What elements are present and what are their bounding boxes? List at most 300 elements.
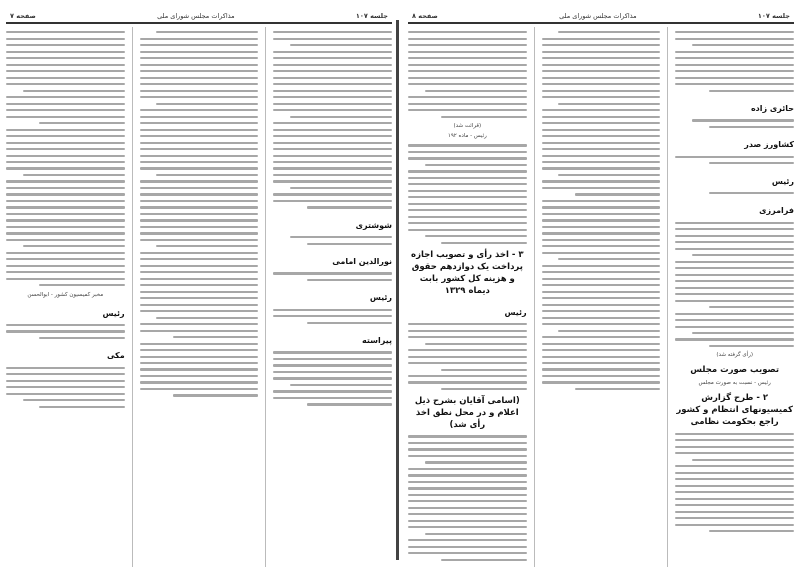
text-line — [542, 349, 661, 351]
text-line — [273, 358, 392, 360]
text-line — [140, 96, 259, 98]
text-line — [307, 403, 392, 405]
text-line — [6, 393, 125, 395]
text-line — [408, 330, 527, 332]
text-line — [6, 265, 125, 267]
text-line — [542, 271, 661, 273]
text-line — [156, 31, 258, 33]
text-line — [675, 478, 794, 480]
text-line — [542, 116, 661, 118]
paragraph — [6, 343, 125, 407]
text-line — [542, 167, 661, 169]
column-divider — [265, 27, 266, 567]
text-line — [675, 338, 794, 340]
text-line — [675, 293, 794, 295]
paragraph — [542, 31, 661, 195]
text-line — [6, 232, 125, 234]
text-line — [408, 196, 527, 198]
text-line — [675, 222, 794, 224]
text-line — [273, 200, 392, 202]
text-line — [408, 70, 527, 72]
text-line — [675, 38, 794, 40]
text-line — [709, 306, 794, 308]
text-line — [6, 258, 125, 260]
paragraph — [675, 169, 794, 194]
text-line — [273, 377, 392, 379]
text-line — [290, 384, 392, 386]
text-line — [290, 236, 392, 238]
right-columns — [408, 27, 794, 567]
paragraph — [408, 122, 527, 130]
text-line — [307, 243, 392, 245]
text-line — [140, 64, 259, 66]
column-divider — [132, 27, 133, 567]
left-page-number: صفحه ۷ — [10, 12, 36, 20]
text-line — [6, 386, 125, 388]
text-line — [542, 232, 661, 234]
text-line — [675, 313, 794, 315]
text-line — [408, 356, 527, 358]
text-line — [675, 524, 794, 526]
text-line — [273, 96, 392, 98]
text-line — [709, 530, 794, 532]
text-line — [273, 70, 392, 72]
text-column — [273, 27, 392, 567]
text-line — [542, 83, 661, 85]
text-line — [273, 122, 392, 124]
text-line — [441, 369, 526, 371]
text-line — [542, 375, 661, 377]
section-heading: تصویب صورت مجلس — [690, 365, 780, 376]
text-column — [6, 27, 125, 567]
text-line — [6, 129, 125, 131]
text-line — [408, 151, 527, 153]
paragraph — [408, 375, 527, 390]
text-line — [408, 183, 527, 185]
paragraph — [675, 96, 794, 128]
text-line — [542, 180, 661, 182]
text-line — [6, 77, 125, 79]
column-divider — [667, 27, 668, 567]
text-line — [140, 362, 259, 364]
text-line — [542, 284, 661, 286]
text-line — [408, 170, 527, 172]
text-line — [6, 324, 125, 326]
text-line — [140, 129, 259, 131]
text-line — [140, 271, 259, 273]
text-line — [675, 511, 794, 513]
text-line — [273, 397, 392, 399]
text-line — [542, 129, 661, 131]
text-line — [6, 96, 125, 98]
text-line — [558, 31, 660, 33]
text-line — [408, 481, 527, 483]
text-line — [140, 38, 259, 40]
text-line — [408, 455, 527, 457]
text-line — [408, 190, 527, 192]
paragraph — [675, 313, 794, 348]
text-line — [6, 200, 125, 202]
text-line — [140, 252, 259, 254]
text-line — [140, 291, 259, 293]
text-line — [273, 90, 392, 92]
text-line — [273, 109, 392, 111]
text-line — [542, 109, 661, 111]
text-line — [273, 51, 392, 53]
text-line — [558, 330, 660, 332]
right-running-header — [408, 6, 794, 20]
text-line — [558, 258, 660, 260]
paragraph — [273, 285, 392, 323]
text-line — [425, 533, 527, 535]
text-line — [140, 155, 259, 157]
text-line — [140, 77, 259, 79]
left-running-header — [6, 6, 392, 20]
text-line — [709, 90, 794, 92]
note-text: (قرائت شد) — [453, 123, 482, 130]
text-line — [542, 226, 661, 228]
text-line — [290, 116, 392, 118]
text-line — [273, 135, 392, 137]
text-line — [6, 31, 125, 33]
left-columns — [6, 27, 392, 567]
text-line — [408, 64, 527, 66]
text-line — [441, 242, 526, 244]
text-line — [273, 193, 392, 195]
text-line — [542, 64, 661, 66]
text-line — [156, 103, 258, 105]
text-line — [6, 57, 125, 59]
text-line — [408, 552, 527, 554]
text-line — [408, 177, 527, 179]
paragraph — [408, 249, 527, 297]
text-line — [307, 322, 392, 324]
text-line — [6, 330, 125, 332]
speaker-name: رئیس — [771, 176, 794, 186]
text-line — [675, 241, 794, 243]
text-line — [408, 513, 527, 515]
text-line — [273, 390, 392, 392]
text-line — [173, 394, 258, 396]
column-divider — [534, 27, 535, 567]
section-heading: ۳ - اخذ رأی و تصویب اجازه پرداخت یک دوازدهم حقوق و هزینه کل کشور بابت دیماه ۱۳۲۹ — [411, 249, 524, 296]
text-line — [675, 57, 794, 59]
text-line — [542, 219, 661, 221]
text-line — [675, 300, 794, 302]
paragraph — [6, 31, 125, 124]
text-line — [140, 343, 259, 345]
text-line — [542, 77, 661, 79]
text-line — [408, 539, 527, 541]
text-line — [140, 44, 259, 46]
paragraph — [140, 31, 259, 338]
text-line — [675, 491, 794, 493]
paragraph — [6, 301, 125, 339]
text-line — [273, 57, 392, 59]
text-line — [6, 44, 125, 46]
text-line — [425, 164, 527, 166]
text-line — [692, 44, 794, 46]
text-line — [6, 193, 125, 195]
text-line — [675, 280, 794, 282]
text-line — [408, 38, 527, 40]
text-line — [408, 109, 527, 111]
text-line — [6, 135, 125, 137]
text-line — [675, 452, 794, 454]
text-line — [6, 103, 125, 105]
text-line — [542, 213, 661, 215]
text-line — [675, 83, 794, 85]
text-line — [23, 399, 125, 401]
speaker-name: شوشتری — [355, 220, 392, 230]
text-line — [575, 193, 660, 195]
text-line — [542, 252, 661, 254]
text-line — [675, 31, 794, 33]
paragraph — [675, 31, 794, 92]
text-line — [692, 332, 794, 334]
text-line — [675, 248, 794, 250]
text-line — [140, 167, 259, 169]
text-line — [408, 526, 527, 528]
text-line — [408, 77, 527, 79]
paragraph — [273, 213, 392, 245]
text-line — [140, 232, 259, 234]
text-line — [307, 206, 392, 208]
text-line — [709, 162, 794, 164]
text-line — [408, 31, 527, 33]
text-line — [542, 200, 661, 202]
text-line — [273, 272, 392, 274]
header-rule — [6, 22, 392, 24]
text-line — [23, 174, 125, 176]
text-line — [542, 135, 661, 137]
text-line — [542, 278, 661, 280]
text-line — [6, 239, 125, 241]
paragraph — [675, 364, 794, 376]
text-line — [6, 83, 125, 85]
text-line — [273, 129, 392, 131]
header-rule — [408, 22, 794, 24]
text-line — [675, 517, 794, 519]
text-line — [273, 167, 392, 169]
text-line — [408, 546, 527, 548]
text-line — [408, 448, 527, 450]
text-line — [542, 206, 661, 208]
text-line — [6, 70, 125, 72]
text-column — [542, 27, 661, 567]
paragraph — [408, 31, 527, 117]
text-line — [140, 375, 259, 377]
text-line — [140, 180, 259, 182]
text-line — [140, 187, 259, 189]
text-line — [675, 274, 794, 276]
section-heading: (اسامی آقایان بشرح ذیل اعلام و در محل نطق اخذ رأی شد) — [414, 396, 520, 431]
paragraph — [6, 129, 125, 287]
text-line — [408, 44, 527, 46]
text-line — [408, 375, 527, 377]
text-line — [558, 103, 660, 105]
speaker-name: فرامرزی — [759, 206, 794, 216]
text-line — [140, 323, 259, 325]
text-line — [273, 364, 392, 366]
text-line — [173, 336, 258, 338]
text-line — [542, 343, 661, 345]
left-header-title: مذاکرات مجلس شورای ملی — [157, 12, 235, 20]
text-line — [273, 83, 392, 85]
paragraph — [408, 395, 527, 431]
paragraph — [273, 328, 392, 405]
text-line — [140, 213, 259, 215]
paragraph — [675, 433, 794, 532]
text-line — [408, 216, 527, 218]
text-line — [39, 406, 124, 408]
text-line — [6, 373, 125, 375]
text-line — [542, 38, 661, 40]
text-line — [675, 228, 794, 230]
text-line — [408, 362, 527, 364]
paragraph — [140, 343, 259, 397]
speaker-name: رئیس — [504, 307, 527, 317]
text-line — [542, 323, 661, 325]
text-line — [408, 222, 527, 224]
text-line — [6, 278, 125, 280]
text-line — [6, 109, 125, 111]
text-line — [408, 96, 527, 98]
text-line — [140, 349, 259, 351]
text-line — [6, 187, 125, 189]
text-line — [6, 206, 125, 208]
text-line — [6, 271, 125, 273]
text-line — [408, 442, 527, 444]
text-line — [140, 51, 259, 53]
note-text: رئیس - ماده ۱۹۲ — [447, 133, 487, 140]
speaker-name: رئیس — [369, 293, 392, 303]
text-line — [140, 265, 259, 267]
speaker-name: رئیس — [102, 308, 125, 318]
text-line — [675, 326, 794, 328]
text-line — [675, 319, 794, 321]
text-line — [6, 155, 125, 157]
text-line — [542, 122, 661, 124]
text-line — [709, 126, 794, 128]
text-line — [273, 38, 392, 40]
text-line — [425, 461, 527, 463]
text-line — [675, 77, 794, 79]
text-line — [675, 70, 794, 72]
text-line — [6, 180, 125, 182]
right-issue-number: جلسه ۱۰۷ — [757, 12, 790, 20]
text-line — [140, 239, 259, 241]
text-line — [408, 229, 527, 231]
text-line — [140, 356, 259, 358]
text-line — [156, 245, 258, 247]
text-line — [408, 57, 527, 59]
text-line — [140, 200, 259, 202]
right-header-title: مذاکرات مجلس شورای ملی — [559, 12, 637, 20]
text-line — [542, 239, 661, 241]
text-line — [441, 116, 526, 118]
text-line — [542, 310, 661, 312]
text-line — [675, 439, 794, 441]
text-line — [692, 119, 794, 121]
text-line — [140, 135, 259, 137]
text-line — [408, 494, 527, 496]
label-text: مخبر کمیسیون کشور - ابوالحسن — [27, 291, 104, 298]
text-line — [6, 213, 125, 215]
text-line — [675, 261, 794, 263]
text-line — [290, 187, 392, 189]
text-line — [140, 368, 259, 370]
paragraph — [675, 392, 794, 428]
text-line — [542, 368, 661, 370]
text-line — [408, 103, 527, 105]
text-line — [542, 291, 661, 293]
left-issue-number: جلسه ۱۰۷ — [355, 12, 388, 20]
paragraph — [408, 300, 527, 371]
text-line — [307, 279, 392, 281]
text-line — [6, 64, 125, 66]
text-line — [542, 381, 661, 383]
text-line — [273, 148, 392, 150]
text-line — [542, 297, 661, 299]
text-line — [441, 559, 526, 561]
paragraph — [675, 351, 794, 359]
text-line — [140, 304, 259, 306]
paragraph — [273, 249, 392, 281]
text-column — [140, 27, 259, 567]
text-line — [692, 459, 794, 461]
text-line — [140, 193, 259, 195]
text-line — [408, 51, 527, 53]
text-line — [6, 148, 125, 150]
binding-gutter — [396, 20, 399, 560]
text-line — [408, 144, 527, 146]
text-line — [140, 381, 259, 383]
text-line — [140, 226, 259, 228]
text-line — [39, 284, 124, 286]
text-line — [542, 148, 661, 150]
text-line — [140, 206, 259, 208]
text-line — [39, 122, 124, 124]
text-line — [408, 349, 527, 351]
text-line — [156, 174, 258, 176]
text-line — [675, 267, 794, 269]
text-line — [408, 83, 527, 85]
text-line — [6, 142, 125, 144]
text-line — [6, 219, 125, 221]
text-line — [675, 465, 794, 467]
text-line — [408, 487, 527, 489]
text-line — [425, 343, 527, 345]
text-line — [273, 351, 392, 353]
paragraph — [675, 198, 794, 308]
text-line — [6, 252, 125, 254]
text-column — [408, 27, 527, 567]
note-text: (رأی گرفته شد) — [716, 352, 753, 359]
text-line — [675, 504, 794, 506]
text-line — [692, 254, 794, 256]
paragraph — [675, 132, 794, 164]
speaker-name: نورالدین امامی — [332, 257, 392, 267]
text-line — [408, 468, 527, 470]
text-line — [273, 31, 392, 33]
paragraph — [542, 200, 661, 390]
text-line — [542, 187, 661, 189]
text-line — [140, 161, 259, 163]
speaker-name: مکی — [106, 351, 125, 361]
text-line — [408, 507, 527, 509]
text-line — [542, 265, 661, 267]
